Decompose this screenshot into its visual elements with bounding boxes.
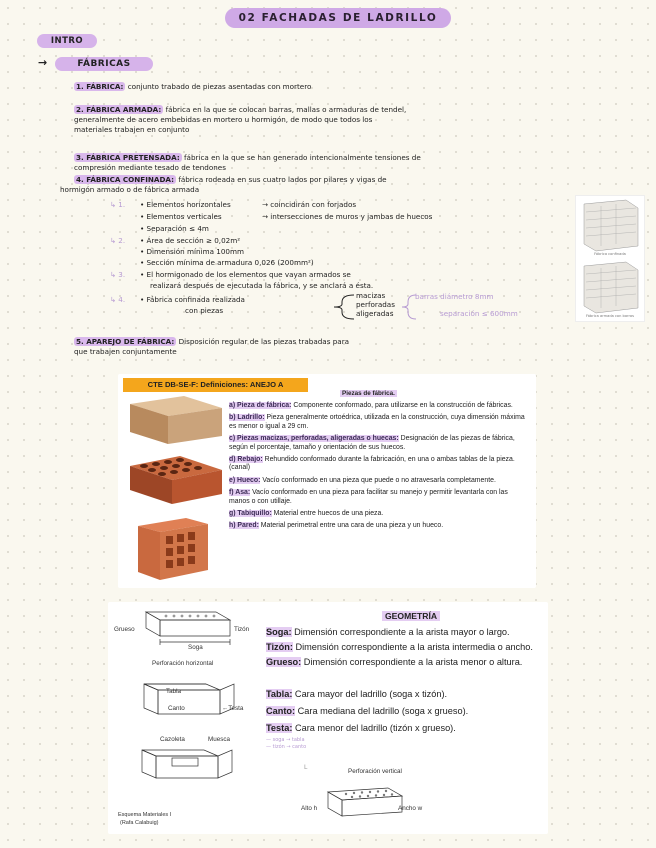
- item-2-heading: 2. FÁBRICA ARMADA:: [76, 105, 162, 114]
- geom-tizon: Tizón: Dimensión correspondiente a la arista intermedia o ancho.: [266, 642, 533, 652]
- sub-3-line1: • El hormigonado de los elementos que vayan armados se: [140, 270, 351, 279]
- sub-4-options: [356, 291, 395, 318]
- label-tizon: Tizón: [234, 626, 250, 633]
- thumb-caption-top: Fábrica confinada: [594, 252, 626, 256]
- wall-thumbnails: [575, 195, 645, 322]
- label-grueso: Grueso: [114, 626, 135, 633]
- sub-4-arrow: ↳ 4.: [110, 295, 126, 304]
- definitions-subtitle: Piezas de fábrica.: [342, 390, 395, 397]
- label-cazoleta: Cazoleta: [160, 736, 185, 743]
- section-tag-fabricas: FÁBRICAS: [55, 57, 153, 71]
- perforated-block-diagram: [318, 786, 408, 818]
- def-d: d) Rebajo: Rehundido conformado durante la fabricación, en una o ambas tablas de la pieza. (canal): [229, 456, 515, 472]
- confined-wall-image: [576, 196, 644, 321]
- sub-1-b: • Elementos verticales: [140, 212, 222, 221]
- solid-brick-image: [130, 396, 222, 444]
- note-bars: barras diámetro 8mm: [415, 292, 494, 301]
- item-2-line3: materiales trabajen en conjunto: [74, 125, 190, 134]
- def-c: c) Piezas macizas, perforadas, aligeradas o huecas: Designación de las piezas de fábrica, según el porcentaje, tamaño y orientación de sus huecos.: [229, 435, 515, 451]
- label-perforacion-vertical: Perforación vertical: [348, 768, 402, 775]
- scribble-notes: [266, 737, 306, 751]
- sub-3-arrow: ↳ 3.: [110, 270, 126, 279]
- sub-1-arrow: ↳ 1.: [110, 200, 126, 209]
- item-4-heading: 4. FÁBRICA CONFINADA:: [76, 175, 175, 184]
- def-g: g) Tabiquillo: Material entre huecos de una pieza.: [229, 510, 384, 518]
- definitions-card: [118, 374, 536, 588]
- geometry-list-a: [266, 626, 544, 669]
- item-4: [60, 175, 634, 195]
- def-f: f) Asa: Vacío conformado en una pieza para facilitar su manejo y permitir levantarla con las manos o con utillaje.: [229, 489, 508, 505]
- sub-4-line1: • Fábrica confinada realizada: [140, 295, 245, 304]
- geometry-card: [108, 602, 548, 834]
- brick-images: [124, 394, 230, 584]
- item-4-line1: fábrica rodeada en sus cuatro lados por pilares y vigas de: [178, 175, 387, 184]
- geom-testa: Testa: Cara menor del ladrillo (tizón x grueso).: [266, 723, 456, 733]
- intro-tag: INTRO: [37, 34, 97, 48]
- sub-2-c: • Sección mínima de armadura 0,026 (200mm²): [140, 258, 314, 267]
- def-b: b) Ladrillo: Pieza generalmente ortoédrica, utilizada en la construcción, cuya dimensión máxima es menor o igual a 29 cm.: [229, 414, 525, 430]
- geom-grueso: Grueso: Dimensión correspondiente a la arista menor o altura.: [266, 657, 523, 667]
- item-4-line2: hormigón armado o de fábrica armada: [60, 185, 200, 194]
- item-3-line2: compresión mediante tesado de tendones: [74, 163, 226, 172]
- sub-2-arrow: ↳ 2.: [110, 236, 126, 245]
- sub-1-a: • Elementos horizontales: [140, 200, 231, 209]
- sub-1-b-result: → intersecciones de muros y jambas de huecos: [262, 212, 433, 221]
- sub-3-line2: realizará después de ejecutada la fábrica, y se anclará a ésta.: [150, 281, 374, 290]
- label-canto: Canto: [168, 705, 185, 712]
- geom-soga: Soga: Dimensión correspondiente a la arista mayor o largo.: [266, 627, 510, 637]
- perforated-brick-image: [130, 456, 222, 504]
- label-ancho: Ancho w: [398, 805, 423, 812]
- item-5: [74, 337, 634, 357]
- sub-2-a: • Área de sección ≥ 0,02m²: [140, 236, 241, 245]
- item-2: [74, 105, 634, 135]
- brick-geometry-diagram: [108, 602, 258, 834]
- caption-author: (Rafa Calabuig): [120, 820, 159, 826]
- label-perforacion-horizontal: Perforación horizontal: [152, 660, 214, 667]
- label-testa: ←Testa: [222, 705, 244, 712]
- sub-1-c: • Separación ≤ 4m: [140, 224, 209, 233]
- item-2-line1: fábrica en la que se colocan barras, mallas o armaduras de tendel,: [165, 105, 407, 114]
- item-5-heading: 5. APAREJO DE FÁBRICA:: [76, 337, 175, 346]
- item-3-line1: fábrica en la que se han generado intencionalmente tensiones de: [184, 153, 421, 162]
- item-2-line2: generalmente de acero embebidas en mortero u hormigón, de modo que todos los: [74, 115, 373, 124]
- def-a: a) Pieza de fábrica: Componente conformado, para utilizarse en la construcción de fábricas.: [229, 402, 513, 409]
- item-1-heading: 1. FÁBRICA:: [76, 82, 124, 91]
- label-alto: Alto h: [301, 805, 318, 812]
- scribble-2: — tizón → canto: [266, 744, 307, 750]
- scribble-1: — soga → tabla: [266, 737, 305, 743]
- item-3: [74, 153, 634, 173]
- option-perforadas: perforadas: [356, 300, 395, 309]
- geom-canto: Canto: Cara mediana del ladrillo (soga x grueso).: [266, 706, 469, 716]
- sub-4-line2: con piezas: [185, 306, 224, 315]
- caption-esquema: Esquema Materiales I: [118, 812, 172, 818]
- scribble-3: L: [304, 764, 308, 771]
- item-5-line1: Disposición regular de las piezas trabadas para: [178, 337, 350, 346]
- thumb-caption-bottom: Fábrica armada con barras: [585, 314, 634, 318]
- sub-2-b: • Dimensión mínima 100mm: [140, 247, 244, 256]
- hollow-brick-image: [138, 518, 208, 580]
- option-aligeradas: aligeradas: [356, 309, 394, 318]
- label-muesca: Muesca: [208, 736, 231, 743]
- def-e: e) Hueco: Vacío conformado en una pieza que puede o no atravesarla completamente.: [229, 476, 496, 484]
- item-1: [74, 82, 311, 92]
- geometry-list-b: [266, 688, 544, 735]
- definitions-list: [229, 402, 529, 535]
- item-3-heading: 3. FÁBRICA PRETENSADA:: [76, 153, 180, 162]
- label-soga: Soga: [188, 644, 203, 651]
- geometry-title: GEOMETRÍA: [382, 611, 440, 621]
- label-tabla: Tabla: [166, 688, 182, 695]
- page-title: 02 FACHADAS DE LADRILLO: [225, 8, 451, 28]
- brace-icon: [320, 292, 360, 322]
- geom-tabla: Tabla: Cara mayor del ladrillo (soga x tizón).: [266, 689, 448, 699]
- item-1-text: conjunto trabado de piezas asentadas con mortero: [127, 82, 312, 91]
- def-h: h) Pared: Material perimetral entre una cara de una pieza y un hueco.: [229, 522, 444, 530]
- note-separation: separación ≤ 600mm: [440, 309, 518, 318]
- definitions-header: CTE DB-SE-F: Definiciones: ANEJO A: [123, 378, 308, 392]
- option-macizas: macizas: [356, 291, 386, 300]
- sub-1-a-result: → coincidirán con forjados: [262, 200, 357, 209]
- item-5-line2: que trabajen conjuntamente: [74, 347, 177, 356]
- arrow-right-icon: →: [38, 56, 48, 69]
